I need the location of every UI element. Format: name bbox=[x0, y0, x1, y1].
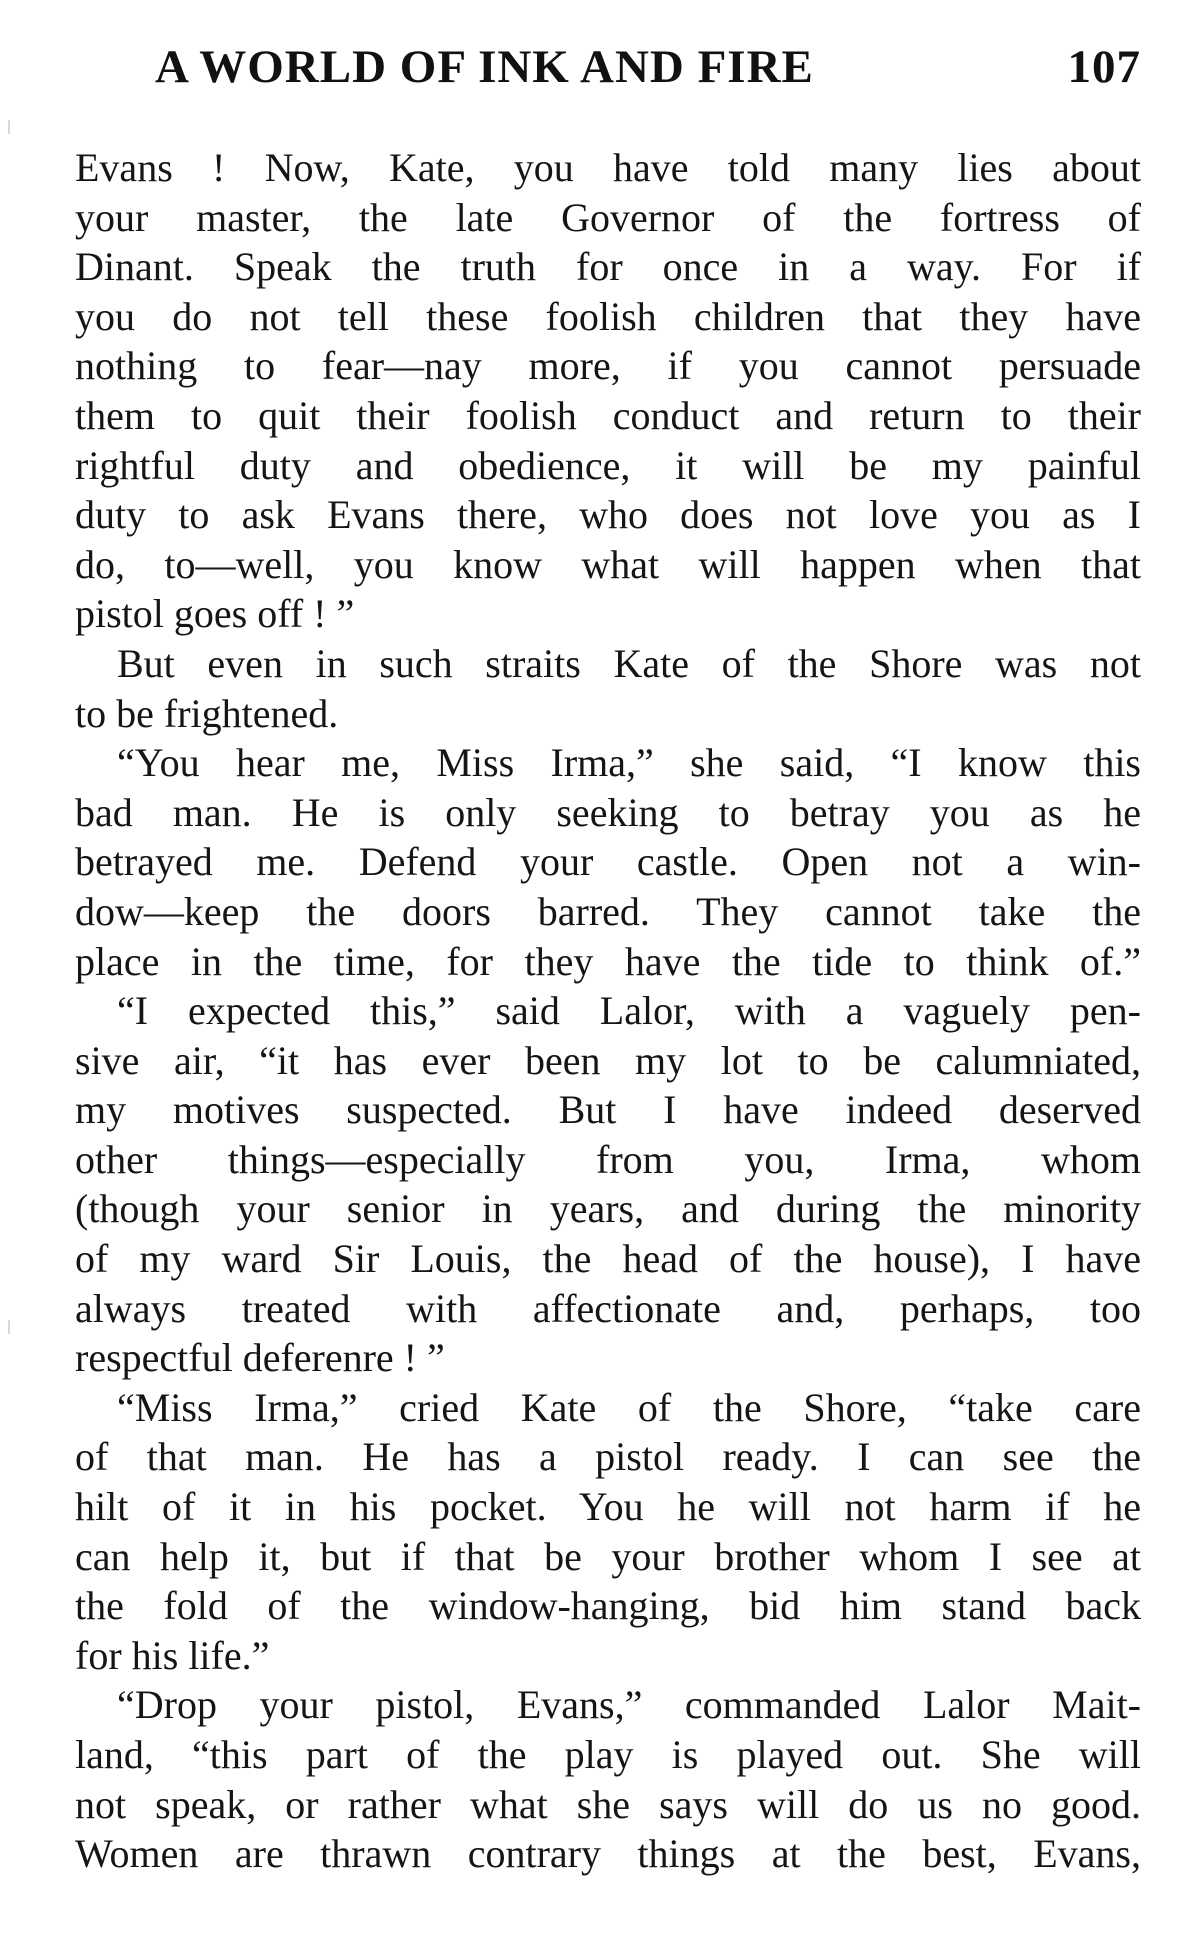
text-line: for his life.” bbox=[75, 1632, 270, 1678]
text-line: Evans ! Now, Kate, you have told many lies about bbox=[75, 145, 1141, 190]
text-line: “I expected this,” said Lalor, with a vaguely pen- bbox=[117, 988, 1141, 1034]
text-line: you do not tell these foolish children that they have bbox=[75, 293, 1141, 339]
running-head bbox=[75, 40, 1141, 100]
text-line: Women are thrawn contrary things at the best, Evans, bbox=[75, 1831, 1141, 1877]
text-line: “Miss Irma,” cried Kate of the Shore, “take care bbox=[117, 1384, 1141, 1430]
text-line: duty to ask Evans there, who does not love you as I bbox=[75, 492, 1141, 538]
text-line: the fold of the window-hanging, bid him stand back bbox=[75, 1583, 1141, 1629]
margin-speck bbox=[8, 1320, 10, 1334]
text-line: sive air, “it has ever been my lot to be calumniated, bbox=[75, 1037, 1141, 1083]
text-line: always treated with affectionate and, perhaps, too bbox=[75, 1285, 1141, 1331]
text-line: bad man. He is only seeking to betray you as he bbox=[75, 789, 1141, 835]
text-line: to be frightened. bbox=[75, 690, 339, 736]
text-line: nothing to fear—nay more, if you cannot persuade bbox=[75, 343, 1141, 389]
text-line: place in the time, for they have the tide to think of.” bbox=[75, 938, 1141, 984]
text-line: land, “this part of the play is played out. She will bbox=[75, 1732, 1141, 1777]
text-line: them to quit their foolish conduct and return to their bbox=[75, 392, 1141, 438]
page-number: 107 bbox=[1067, 41, 1141, 93]
text-line: pistol goes off ! ” bbox=[75, 591, 355, 637]
text-line: hilt of it in his pocket. You he will not harm if he bbox=[75, 1484, 1141, 1530]
text-line: do, to—well, you know what will happen when that bbox=[75, 541, 1141, 587]
text-line: Dinant. Speak the truth for once in a way. For if bbox=[75, 244, 1141, 290]
body-text bbox=[75, 143, 1141, 1879]
text-line: not speak, or rather what she says will do us no good. bbox=[75, 1781, 1141, 1827]
text-line: dow—keep the doors barred. They cannot take the bbox=[75, 888, 1141, 934]
margin-speck bbox=[8, 120, 10, 134]
running-head-title: A WORLD OF INK AND FIRE bbox=[155, 41, 814, 93]
text-line: of that man. He has a pistol ready. I can see the bbox=[75, 1434, 1141, 1480]
text-line: your master, the late Governor of the fortress of bbox=[75, 194, 1141, 240]
text-line: respectful deferenre ! ” bbox=[75, 1335, 445, 1381]
text-line: my motives suspected. But I have indeed deserved bbox=[75, 1087, 1141, 1133]
text-line: “Drop your pistol, Evans,” commanded Lalor Mait- bbox=[117, 1682, 1141, 1728]
text-line: “You hear me, Miss Irma,” she said, “I know this bbox=[117, 740, 1141, 786]
text-line: can help it, but if that be your brother whom I see at bbox=[75, 1533, 1141, 1579]
text-line: But even in such straits Kate of the Shore was not bbox=[117, 640, 1141, 686]
text-line: (though your senior in years, and during the minority bbox=[75, 1186, 1141, 1232]
text-line: other things—especially from you, Irma, whom bbox=[75, 1136, 1141, 1182]
text-line: of my ward Sir Louis, the head of the house), I have bbox=[75, 1236, 1141, 1282]
text-line: betrayed me. Defend your castle. Open not a win- bbox=[75, 839, 1141, 885]
text-line: rightful duty and obedience, it will be my painful bbox=[75, 442, 1141, 488]
